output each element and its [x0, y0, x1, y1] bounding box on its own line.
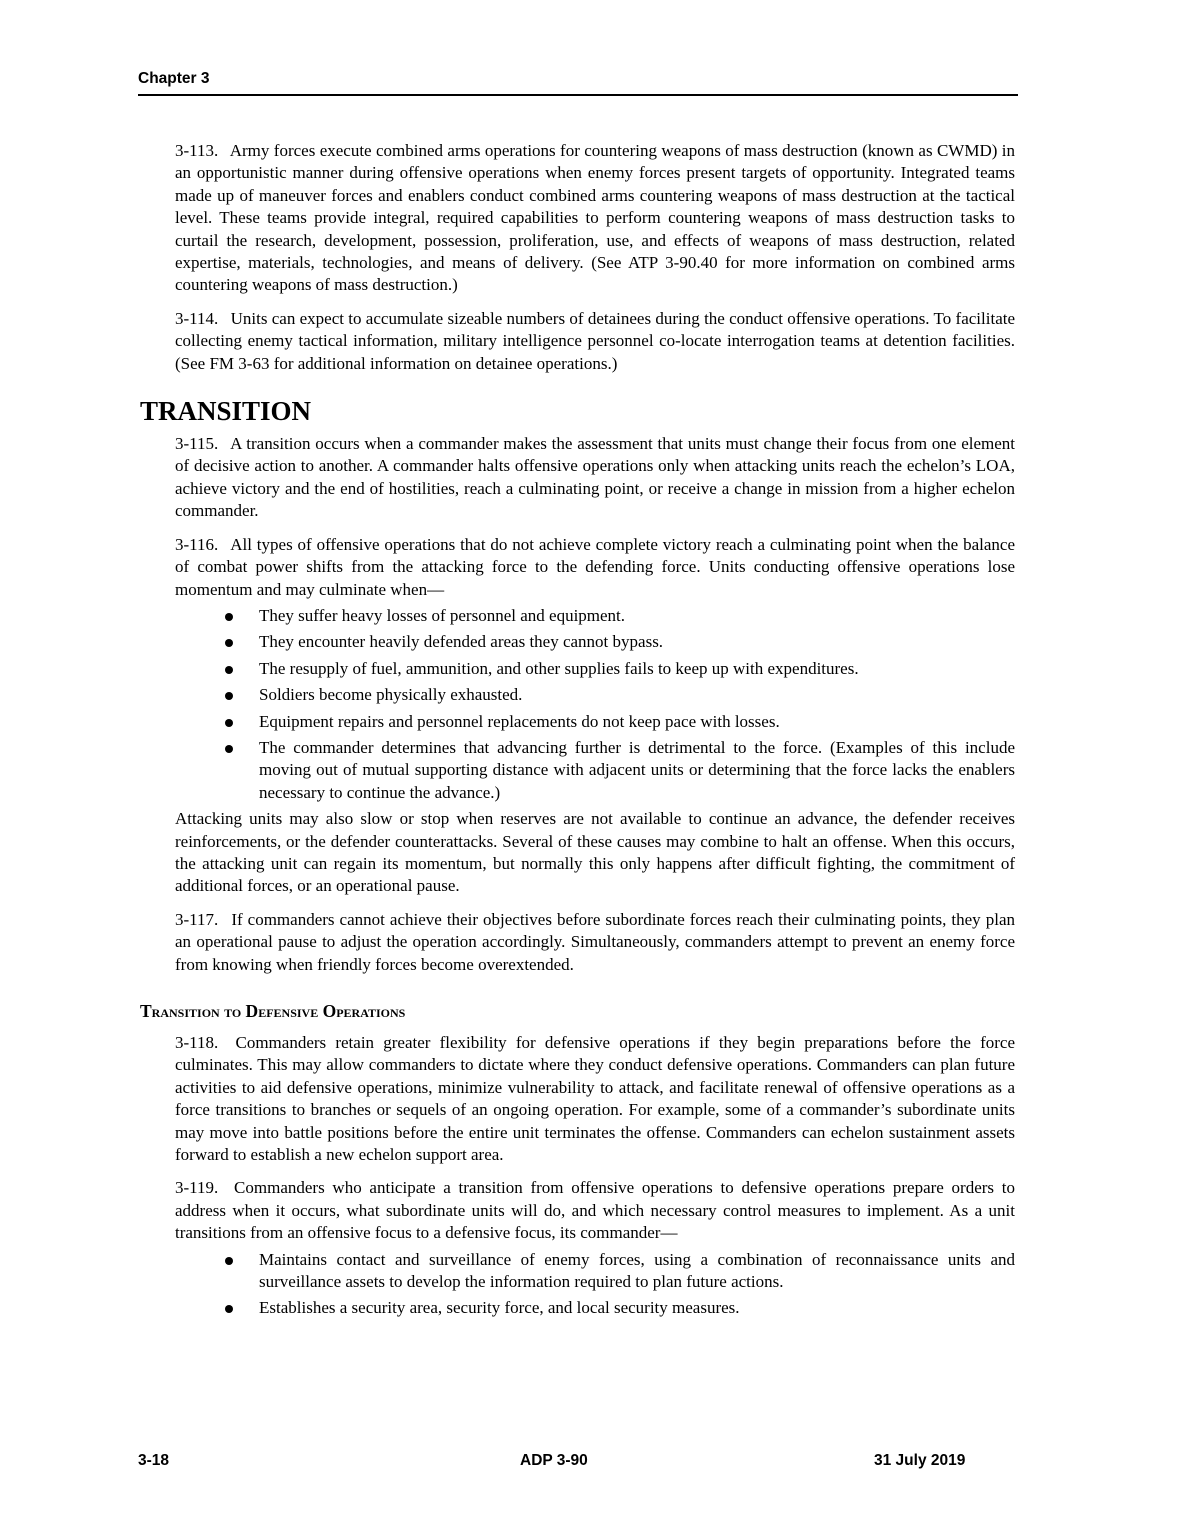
paragraph-number: 3-113.: [175, 141, 219, 160]
list-item: [175, 605, 1015, 627]
publication-id: ADP 3-90: [520, 1452, 588, 1469]
bullet-icon: [225, 692, 233, 700]
list-item-text: Maintains contact and surveillance of enemy forces, using a combination of reconnaissance units and surveillance assets to develop the information required to plan future actions.: [259, 1249, 1015, 1292]
paragraph-3-118: [175, 1032, 1015, 1166]
list-item-text: Establishes a security area, security force, and local security measures.: [259, 1298, 740, 1318]
list-item: [175, 658, 1015, 680]
paragraph-3-114: [175, 308, 1015, 375]
list-item: [175, 684, 1015, 706]
paragraph-number: 3-118.: [175, 1033, 219, 1052]
commander-bullet-list: [175, 1249, 1015, 1320]
subsection-heading-defensive: Transition to Defensive Operations: [140, 1001, 406, 1021]
paragraph-number: 3-116.: [175, 534, 219, 554]
bullet-icon: [225, 1305, 233, 1313]
list-item: [175, 1297, 1015, 1319]
paragraph-text: A transition occurs when a commander makes the assessment that units must change their focus from one element of decisive action to another. A commander halts offensive operations only when attacking units reach the echelon’s LOA, achieve victory and the end of hostilities, reach a culminating point, or receive a change in mission from a higher echelon commander.: [175, 434, 1015, 521]
paragraph-text: Units can expect to accumulate sizeable numbers of detainees during the conduct offensive operations. To facilitate collecting enemy tactical information, military intelligence personnel co-locate interrogation teams at detention facilities. (See FM 3-63 for additional information on detainee operations.): [175, 308, 1016, 373]
paragraph-text: Commanders retain greater flexibility for defensive operations if they begin preparations before the force culminates. This may allow commanders to dictate where they conduct defensive operations. Commanders can plan future activities to aid defensive operations, minimize vulnerability to attack, and facilitate renewal of offensive operations as a force transitions to branches or sequels of an ongoing operation. For example, some of a commander’s subordinate units may move into battle positions before the entire unit terminates the offense. Commanders can echelon sustainment assets forward to establish a new echelon support area.: [175, 1033, 1015, 1165]
list-item: [175, 711, 1015, 733]
bullet-icon: [225, 666, 233, 674]
paragraph-3-119: [175, 1177, 1015, 1244]
list-item-text: They suffer heavy losses of personnel and equipment.: [259, 605, 626, 625]
paragraph-number: 3-117.: [175, 909, 219, 929]
paragraph-text: If commanders cannot achieve their objectives before subordinate forces reach their culminating points, they plan an operational pause to adjust the operation accordingly. Simultaneously, commanders attempt to prevent an enemy force from knowing when friendly forces become overextended.: [175, 909, 1015, 974]
paragraph-3-115: [175, 433, 1015, 523]
list-item-text: The resupply of fuel, ammunition, and other supplies fails to keep up with expenditures.: [259, 658, 859, 678]
bullet-icon: [225, 1257, 233, 1265]
bullet-icon: [225, 613, 233, 621]
paragraph-number: 3-115.: [175, 434, 219, 454]
paragraph-3-116-continuation: Attacking units may also slow or stop when reserves are not available to continue an advance, the defender receives reinforcements, or the defender counterattacks. Several of these causes may combine to halt an offense. When this occurs, the attacking unit can regain its momentum, but normally this only happens after difficult fighting, the commitment of additional forces, or an operational pause.: [175, 809, 1015, 896]
paragraph-3-116: [175, 534, 1015, 601]
bullet-icon: [225, 639, 233, 647]
list-item: [175, 631, 1015, 653]
paragraph-text: Army forces execute combined arms operations for countering weapons of mass destruction (known as CWMD) in an opportunistic manner during offensive operations when enemy forces present targets of opportunity. Integrated teams made up of maneuver forces and enablers conduct combined arms countering weapons of mass destruction at the tactical level. These teams provide integral, required capabilities to perform countering weapons of mass destruction tasks to curtail the research, development, possession, proliferation, use, and effects of weapons of mass destruction, related expertise, materials, technologies, and means of delivery. (See ATP 3-90.40 for more information on combined arms countering weapons of mass destruction.): [175, 141, 1015, 295]
page-number: 3-18: [138, 1452, 170, 1469]
chapter-label: Chapter 3: [138, 70, 210, 87]
list-item-text: Soldiers become physically exhausted.: [259, 685, 523, 705]
page-header: [138, 70, 1018, 96]
paragraph-number: 3-114.: [175, 308, 219, 328]
section-heading-transition: TRANSITION: [140, 396, 312, 427]
culmination-bullet-list: [175, 605, 1015, 804]
publication-date: 31 July 2019: [874, 1452, 966, 1469]
paragraph-3-117: [175, 909, 1015, 976]
paragraph-3-113: [175, 140, 1015, 297]
paragraph-number: 3-119.: [175, 1178, 219, 1198]
list-item-text: They encounter heavily defended areas they cannot bypass.: [259, 632, 664, 652]
list-item: [175, 737, 1015, 804]
list-item-text: Equipment repairs and personnel replacements do not keep pace with losses.: [259, 711, 780, 731]
bullet-icon: [225, 719, 233, 727]
page-body: [140, 140, 1016, 1324]
list-item-text: The commander determines that advancing further is detrimental to the force. (Examples of this include moving out of mutual supporting distance with adjacent units or determining that the force lacks the enablers necessary to continue the advance.): [259, 737, 1015, 802]
list-item: [175, 1249, 1015, 1294]
paragraph-text: Commanders who anticipate a transition from offensive operations to defensive operations prepare orders to address when it occurs, what subordinate units will do, and which necessary control measures to implement. As a unit transitions from an offensive focus to a defensive focus, its commander—: [175, 1178, 1015, 1243]
bullet-icon: [225, 745, 233, 753]
paragraph-text: All types of offensive operations that do not achieve complete victory reach a culminating point when the balance of combat power shifts from the attacking force to the defending force. Units conducting offensive operations lose momentum and may culminate when—: [175, 534, 1015, 599]
